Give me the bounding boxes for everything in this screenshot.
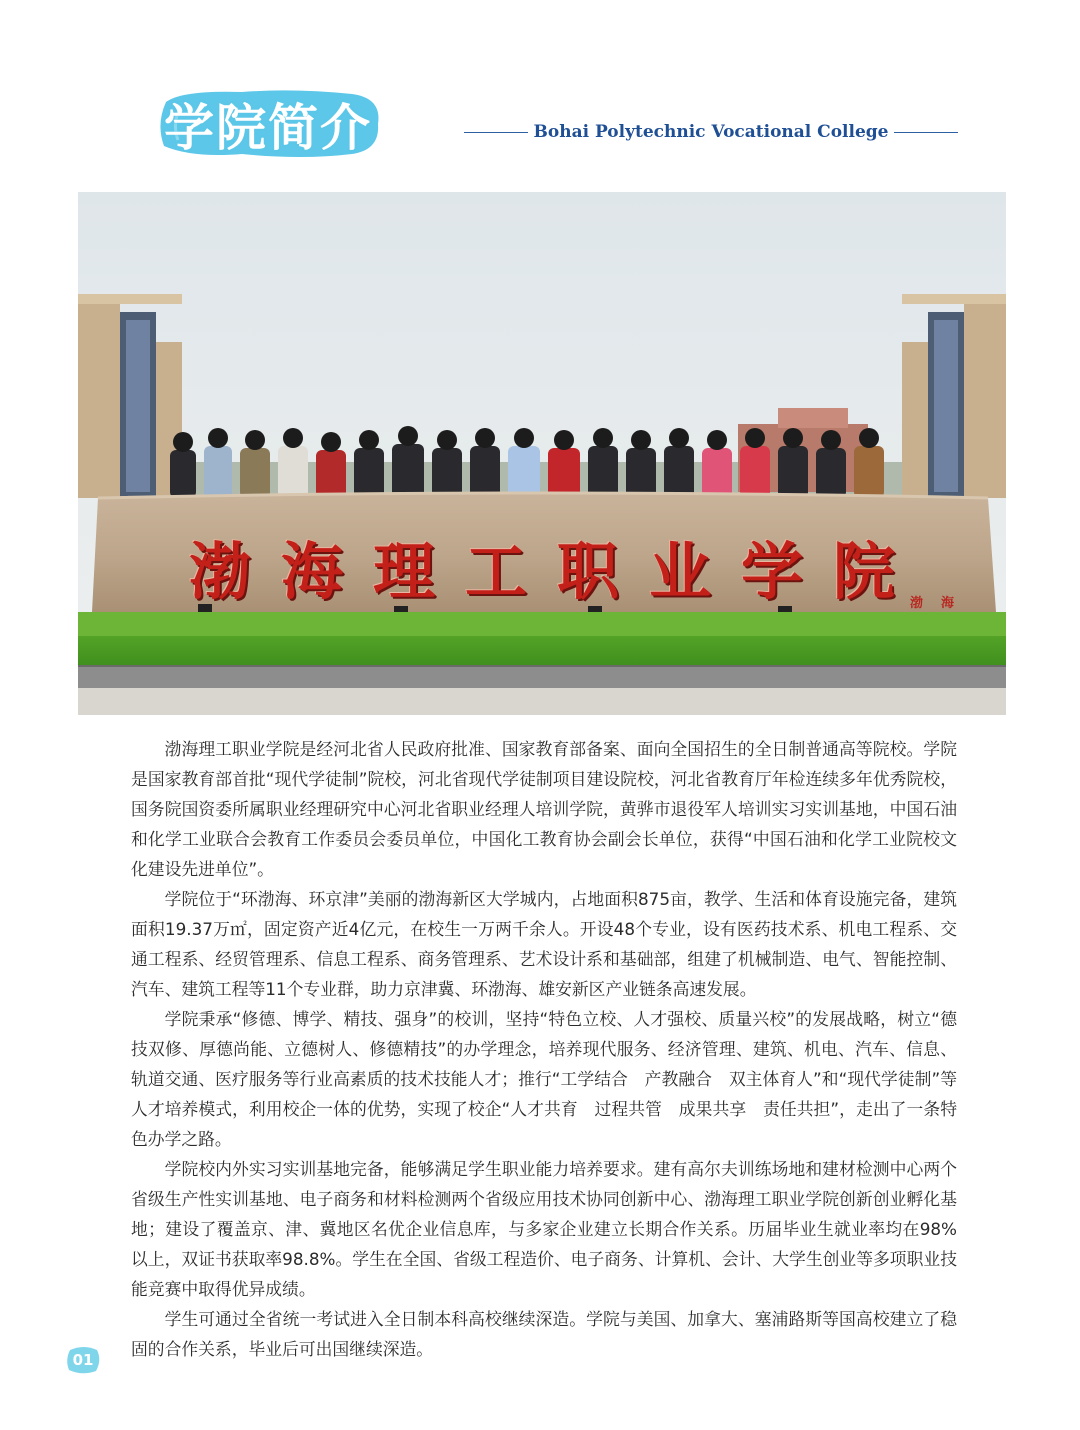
- section-title-badge: [152, 88, 384, 160]
- subtitle-rule-left: [464, 132, 528, 133]
- paragraph-2: 学院位于“环渤海、环京津”美丽的渤海新区大学城内，占地面积875亩，教学、生活和体育设施完备，建筑面积19.37万㎡，固定资产近4亿元，在校生一万两千余人。开设48个专业，设有医药技术系、机电工程系、交通工程系、经贸管理系、信息工程系、商务管理系、艺术设计系和基础部，组建了机械制造、电气、智能控制、汽车、建筑工程等11个专业群，助力京津冀、环渤海、雄安新区产业链条高速发展。: [131, 889, 957, 999]
- campus-gate-photo: [78, 192, 1006, 715]
- photo-illustration: [78, 192, 1006, 715]
- paragraph-5: 学生可通过全省统一考试进入全日制本科高校继续深造。学院与美国、加拿大、塞浦路斯等国高校建立了稳固的合作关系，毕业后可出国继续深造。: [131, 1309, 957, 1359]
- paragraph-1: 渤海理工职业学院是经河北省人民政府批准、国家教育部备案、面向全国招生的全日制普通高等院校。学院是国家教育部首批“现代学徒制”院校，河北省现代学徒制项目建设院校，河北省教育厅年检连续多年优秀院校，国务院国资委所属职业经理研究中心河北省职业经理人培训学院，黄骅市退役军人培训实习实训基地，中国石油和化学工业联合会教育工作委员会委员单位，中国化工教育协会副会长单位，获得“中国石油和化学工业院校文化建设先进单位”。: [131, 739, 957, 879]
- subtitle-rule-right: [894, 132, 958, 133]
- subtitle-line: [464, 119, 958, 145]
- page-number-badge: [64, 1344, 102, 1376]
- page-number: 01: [72, 1351, 94, 1369]
- page-title: 学院简介: [164, 99, 372, 157]
- introduction-text: [131, 734, 957, 1364]
- gate-sign-text: 渤海: [910, 596, 973, 611]
- college-english-name: Bohai Polytechnic Vocational College: [533, 122, 889, 142]
- stone-sign-inscription: 渤海理工职业学院: [188, 535, 925, 608]
- paragraph-4: 学院校内外实习实训基地完备，能够满足学生职业能力培养要求。建有高尔夫训练场地和建材检测中心两个省级生产性实训基地、电子商务和材料检测两个省级应用技术协同创新中心、渤海理工职业学院创新创业孵化基地；建设了覆盖京、津、冀地区名优企业信息库，与多家企业建立长期合作关系。历届毕业生就业率均在98%以上，双证书获取率98.8%。学生在全国、省级工程造价、电子商务、计算机、会计、大学生创业等多项职业技能竞赛中取得优异成绩。: [131, 1159, 957, 1299]
- paragraph-3: 学院秉承“修德、博学、精技、强身”的校训，坚持“特色立校、人才强校、质量兴校”的发展战略，树立“德技双修、厚德尚能、立德树人、修德精技”的办学理念，培养现代服务、经济管理、建筑、机电、汽车、信息、轨道交通、医疗服务等行业高素质的技术技能人才；推行“工学结合 产教融合 双主体育人”和“现代学徒制”等人才培养模式，利用校企一体的优势，实现了校企“人才共育 过程共管 成果共享 责任共担”，走出了一条特色办学之路。: [131, 1009, 957, 1149]
